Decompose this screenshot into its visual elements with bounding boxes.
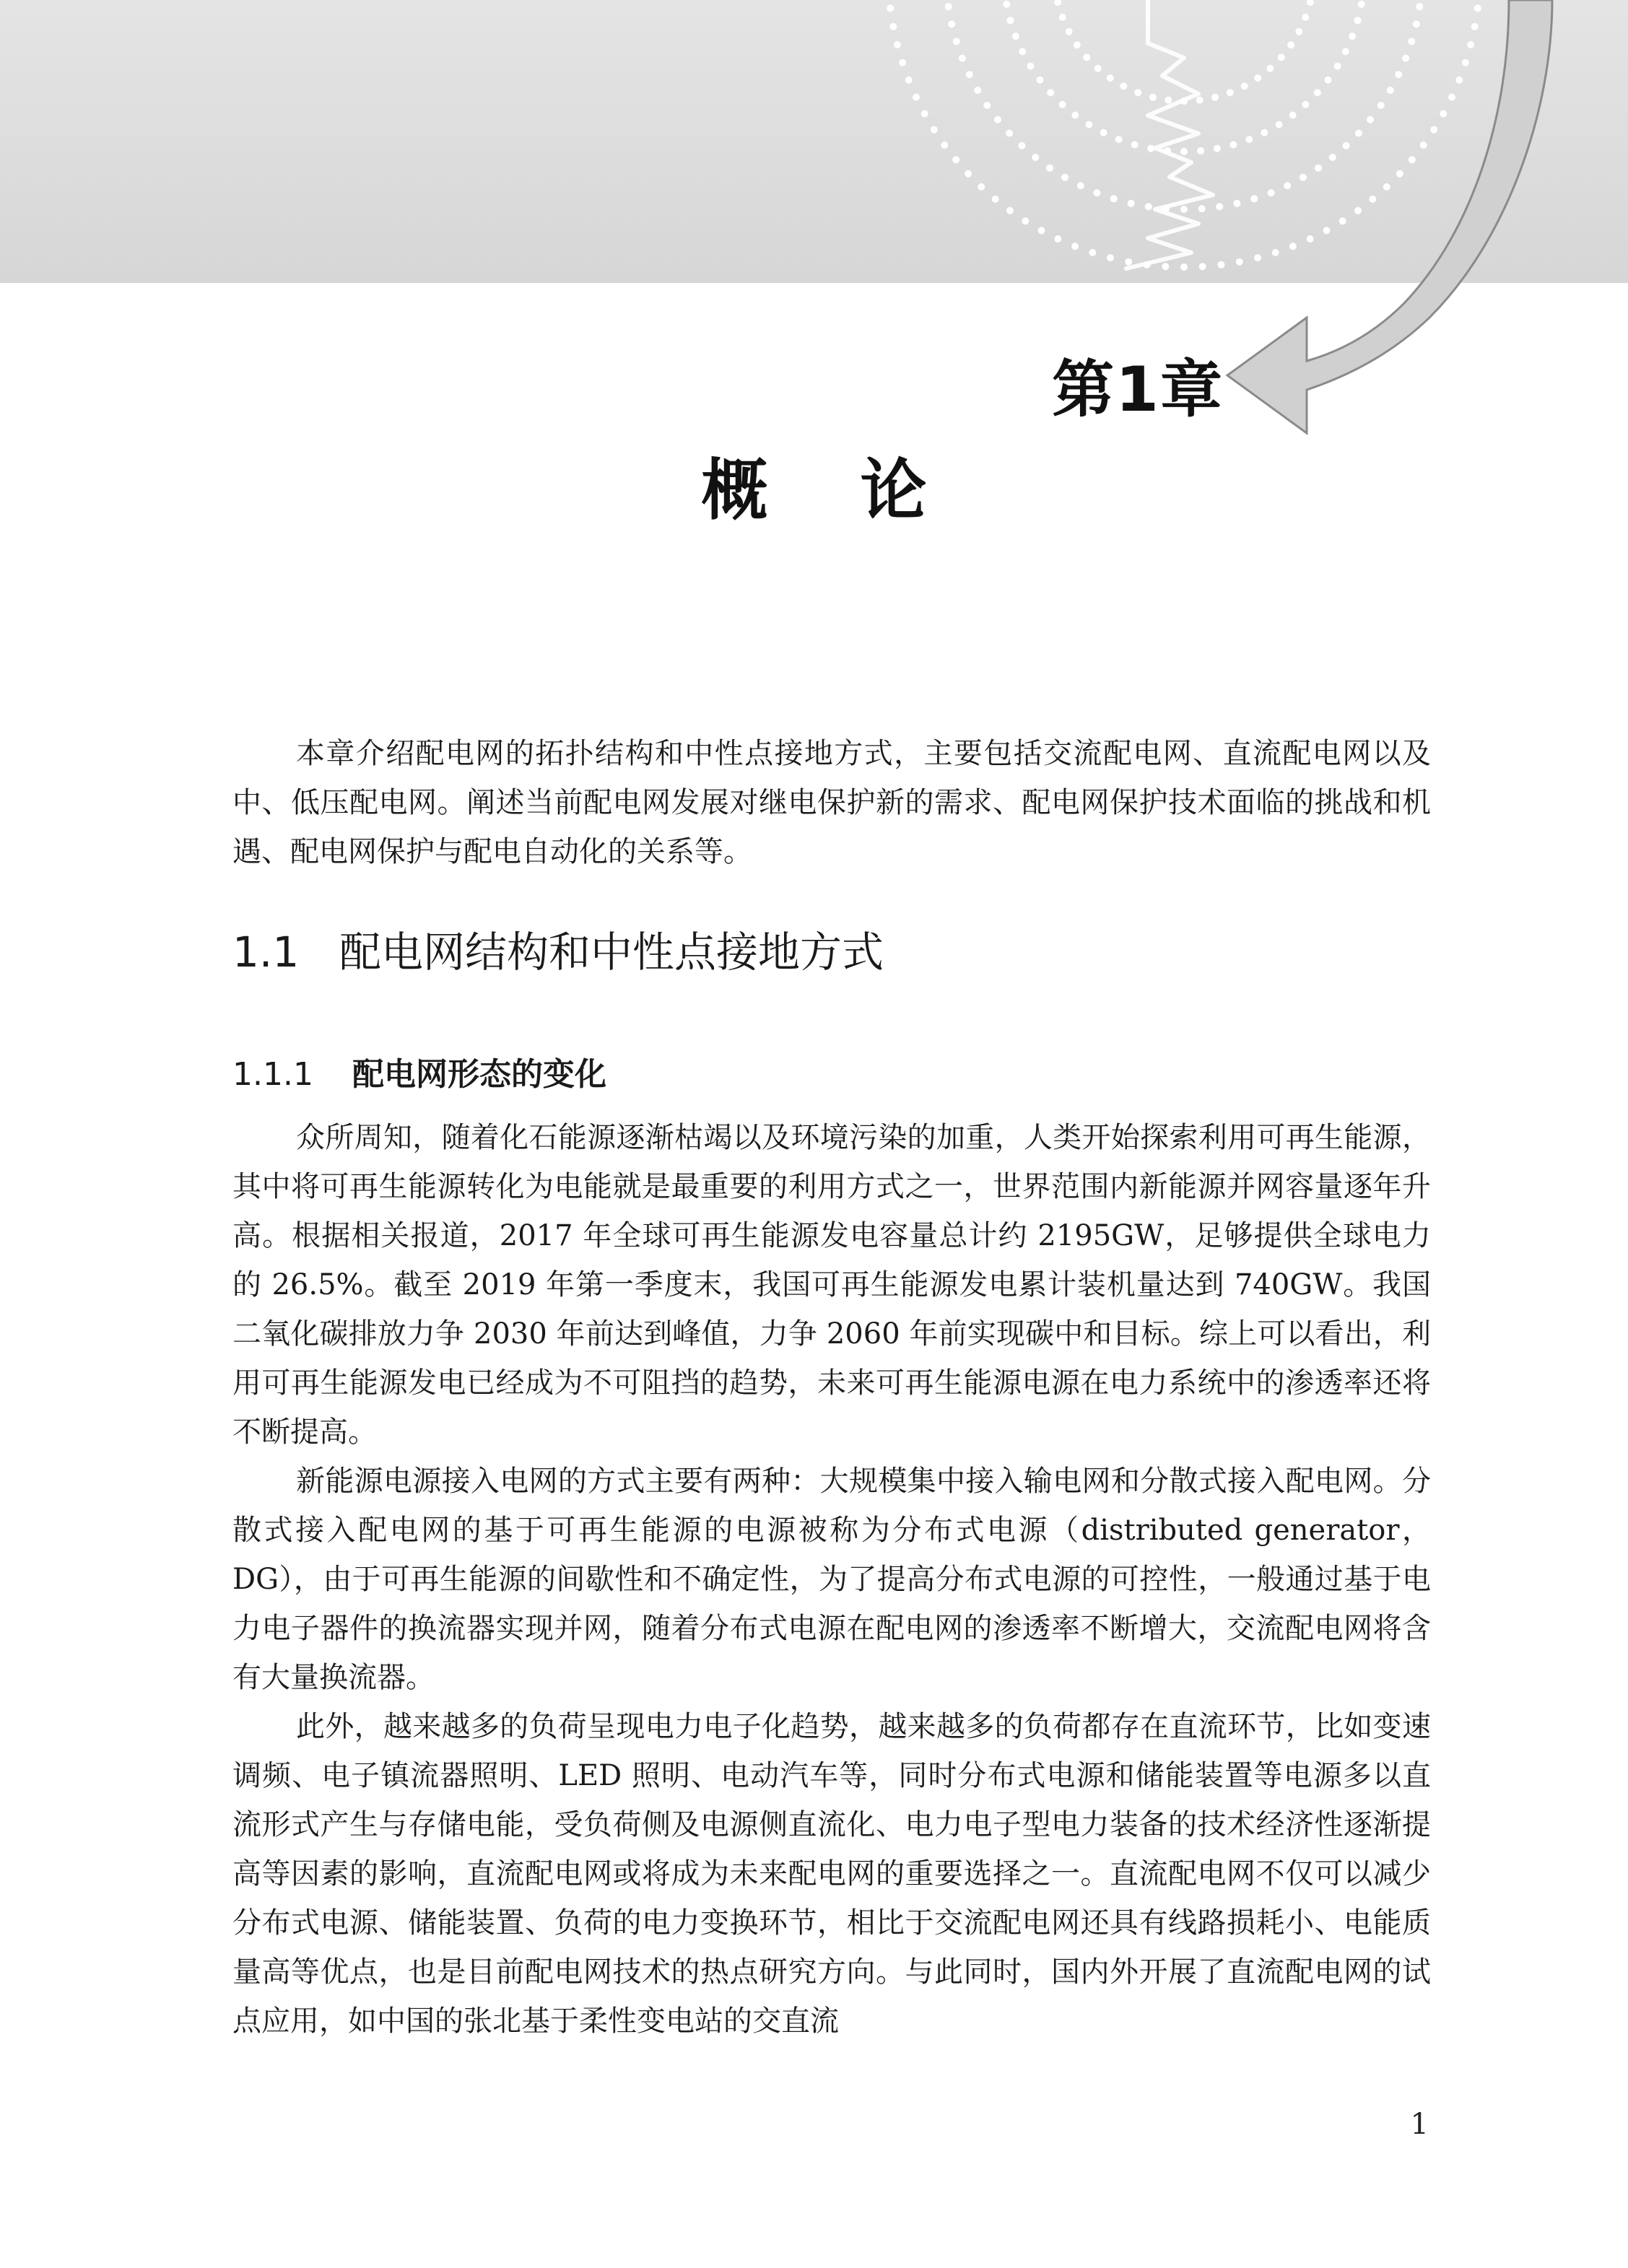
decor-dot [966, 71, 973, 78]
decor-dot [1383, 183, 1390, 191]
decor-dot [1077, 182, 1084, 189]
decor-dot [1302, 14, 1309, 21]
decor-dot [1145, 203, 1152, 210]
decor-dot [1162, 263, 1169, 270]
decor-dot [894, 41, 901, 48]
decor-dot [1254, 74, 1261, 82]
decor-dot [952, 156, 959, 163]
decor-dot [1339, 217, 1346, 224]
decor-dot [1396, 170, 1403, 178]
decor-dot [1349, 32, 1356, 40]
decor-dot [1071, 243, 1079, 250]
waveform-line [1126, 0, 1213, 269]
decor-dot [1354, 207, 1362, 214]
decor-dot [1094, 65, 1102, 72]
decor-dot [959, 55, 966, 62]
decor-dot [1071, 112, 1079, 119]
section-title: 配电网结构和中性点接地方式 [339, 928, 884, 977]
decor-dot [1027, 63, 1034, 70]
decor-dot [1054, 0, 1061, 6]
decor-dot [1413, 20, 1420, 27]
decor-dot [1012, 32, 1019, 40]
section-number: 1.1 [232, 928, 300, 977]
decor-dot [1197, 147, 1204, 154]
decor-dot [1289, 243, 1297, 250]
decor-dot [994, 116, 1001, 123]
decor-dot [1315, 165, 1322, 172]
decor-dot [1266, 65, 1274, 72]
intro-paragraph: 本章介绍配电网的拓扑结构和中性点接地方式，主要包括交流配电网、直流配电网以及中、低压配电网。阐述当前配电网发展对继电保护新的需求、配电网保护技术面临的挑战和机遇、配电网保护与配电自动化的关系等。 [232, 737, 1431, 868]
decor-dot [905, 77, 913, 84]
decor-dot [974, 87, 981, 94]
decor-dot [1278, 53, 1285, 61]
chapter-label: 第1章 [1052, 354, 1224, 426]
decor-dot [1254, 254, 1261, 261]
decor-dot [1120, 82, 1127, 90]
decor-dot [1214, 145, 1221, 152]
decor-dot [1416, 3, 1423, 10]
decor-dot [1420, 141, 1427, 149]
decor-dot [1287, 41, 1294, 48]
decor-dot [1295, 28, 1302, 35]
decor-dot [1074, 41, 1081, 48]
decor-dot [1467, 41, 1474, 48]
decor-dot [965, 170, 972, 178]
decor-dot [1047, 89, 1054, 96]
page-number: 1 [1410, 2108, 1429, 2141]
decor-dot [1216, 203, 1223, 210]
decor-dot [1180, 206, 1188, 213]
decor-dot [1046, 165, 1053, 172]
decor-dot [1022, 217, 1029, 224]
chapter-title: 概论 [701, 452, 1019, 529]
decor-dot [1276, 121, 1283, 128]
decor-dot [1272, 249, 1279, 256]
decor-dot [1245, 136, 1253, 143]
decor-dot [1217, 261, 1224, 269]
decor-dot [1408, 38, 1415, 45]
decor-dot [1354, 17, 1362, 24]
decor-dot [887, 4, 894, 12]
decor-dot [1387, 87, 1394, 94]
decor-dot [1314, 89, 1321, 96]
decor-dot [1128, 200, 1135, 207]
decor-dot [1241, 82, 1248, 90]
decor-dot [1395, 71, 1402, 78]
decor-dot [983, 102, 991, 109]
decor-dot [1250, 195, 1258, 202]
decor-dot [1198, 205, 1206, 212]
decor-dot [945, 3, 952, 10]
decor-dot [953, 38, 960, 45]
decor-dot [1059, 101, 1066, 108]
decor-dot [1268, 189, 1275, 196]
decor-dot [1007, 17, 1014, 24]
decor-dot [1165, 97, 1172, 104]
decor-dot [1334, 63, 1341, 70]
decor-dot [1032, 154, 1039, 161]
section-heading [232, 918, 884, 979]
subsection-title: 配电网形态的变化 [352, 1056, 606, 1093]
decor-dot [992, 196, 999, 203]
curved-arrow-icon [1227, 0, 1552, 433]
decor-dot [1199, 263, 1206, 270]
decor-dot [1196, 97, 1203, 104]
decor-dot [1037, 77, 1044, 84]
subsection-heading [232, 1048, 606, 1094]
decor-dot [1342, 48, 1349, 55]
decor-dot [1003, 1, 1010, 8]
decor-dot [1462, 59, 1469, 66]
decor-dot [931, 126, 938, 134]
decor-dot [1474, 4, 1481, 12]
decor-dot [913, 94, 920, 101]
body-text [232, 1113, 1431, 2046]
decor-dot [978, 183, 985, 191]
decor-dot [1107, 74, 1114, 82]
decor-dot [1358, 1, 1365, 8]
decor-dot [1059, 14, 1066, 21]
decor-dot [1180, 148, 1188, 155]
body-paragraph: 此外，越来越多的负荷呈现电力电子化趋势，越来越多的负荷都存在直流环节，比如变速调频、电子镇流器照明、LED 照明、电动汽车等，同时分布式电源和储能装置等电源多以直流形式产生与存储电能，受负荷侧及电源侧直流化、电力电子型电力装备的技术经济性逐渐提高等因素的影响，直流配电网或将成为未来配电网的重要选择之一。直流配电网不仅可以减少分布式电源、储能装置、负荷的电力变换环节，相比于交流配电网还具有线路损耗小、电能质量高等优点，也是目前配电网技术的热点研究方向。与此同时，国内外开展了直流配电网的试点应用，如中国的张北基于柔性变电站的交直流 [232, 1710, 1431, 2038]
decor-dot [941, 141, 948, 149]
decor-dot [1300, 174, 1307, 181]
decor-dot [1369, 196, 1376, 203]
decor-dot [1261, 129, 1268, 136]
decor-dot [1343, 142, 1350, 149]
decor-dot [948, 20, 955, 27]
decor-dot [1229, 141, 1237, 149]
decor-dot [899, 59, 906, 66]
decor-dot [1019, 48, 1026, 55]
decor-dot [1180, 263, 1188, 271]
intro-block [232, 729, 1431, 876]
decor-dot [1367, 116, 1374, 123]
decor-dot [1430, 126, 1437, 134]
decor-dot [1325, 77, 1332, 84]
decor-dot [1019, 142, 1026, 149]
decor-dot [1054, 235, 1061, 243]
decor-dot [1236, 258, 1243, 266]
decor-dot [1409, 156, 1416, 163]
decor-dot [1089, 249, 1096, 256]
decor-dot [1100, 129, 1107, 136]
decor-dot [1211, 94, 1219, 101]
decor-dot [1455, 77, 1463, 84]
chapter-decoration [0, 0, 1628, 462]
decor-dot [1323, 227, 1331, 234]
decor-dot [1448, 94, 1455, 101]
body-paragraph: 众所周知，随着化石能源逐渐枯竭以及环境污染的加重，人类开始探索利用可再生能源，其中将可再生能源转化为电能就是最重要的利用方式之一，世界范围内新能源并网容量逐年升高。根据相关报道，2017 年全球可再生能源发电容量总计约 2195GW，足够提供全球电力的 26.5%。截至 2019 年第一季度末，我国可再生能源发电累计装机量达到 740GW。我国二氧化碳排放力争 2030 年前达到峰值，力争 2060 年前实现碳中和目标。综上可以看出，利用可再生能源发电已经成为不可阻挡的趋势，未来可再生能源电源在电力系统中的渗透率还将不断提高。 [232, 1121, 1431, 1449]
decor-dot [1085, 121, 1092, 128]
decor-dot [1134, 89, 1141, 96]
decor-dot [1377, 102, 1385, 109]
decor-dot [1006, 207, 1014, 214]
decor-dot [1006, 130, 1013, 137]
decor-dot [1149, 94, 1157, 101]
decor-dot [1227, 89, 1234, 96]
decor-dot [1329, 154, 1336, 161]
decor-dot [1302, 101, 1309, 108]
decor-dot [1284, 182, 1291, 189]
body-paragraph: 新能源电源接入电网的方式主要有两种：大规模集中接入输电网和分散式接入配电网。分散式接入配电网的基于可再生能源的电源被称为分布式电源（distributed generator，DG），由于可再生能源的间歇性和不确定性，为了提高分布式电源的可控性，一般通过基于电力电子器件的换流器实现并网，随着分布式电源在配电网的渗透率不断增大，交流配电网将含有大量换流器。 [232, 1465, 1431, 1694]
decor-dot [1093, 189, 1100, 196]
decor-dot [1289, 112, 1297, 119]
decor-dot [1110, 195, 1118, 202]
decor-dot [1038, 227, 1045, 234]
decor-dot [889, 23, 897, 30]
decor-dot [1061, 174, 1068, 181]
decor-dot [1402, 55, 1409, 62]
decor-dot [1307, 235, 1314, 243]
subsection-number: 1.1.1 [232, 1056, 313, 1093]
decor-dot [1083, 53, 1090, 61]
decor-dot [1066, 28, 1073, 35]
decor-dot [1115, 136, 1123, 143]
decor-dot [1131, 141, 1139, 149]
decor-dot [1440, 110, 1447, 118]
decor-dot [1471, 23, 1479, 30]
decor-dot [921, 110, 928, 118]
decor-dot [1355, 130, 1362, 137]
decor-dot [1107, 254, 1114, 261]
decor-dot [1233, 200, 1240, 207]
decor-dot [1307, 0, 1314, 6]
decor-dot [1125, 258, 1132, 266]
